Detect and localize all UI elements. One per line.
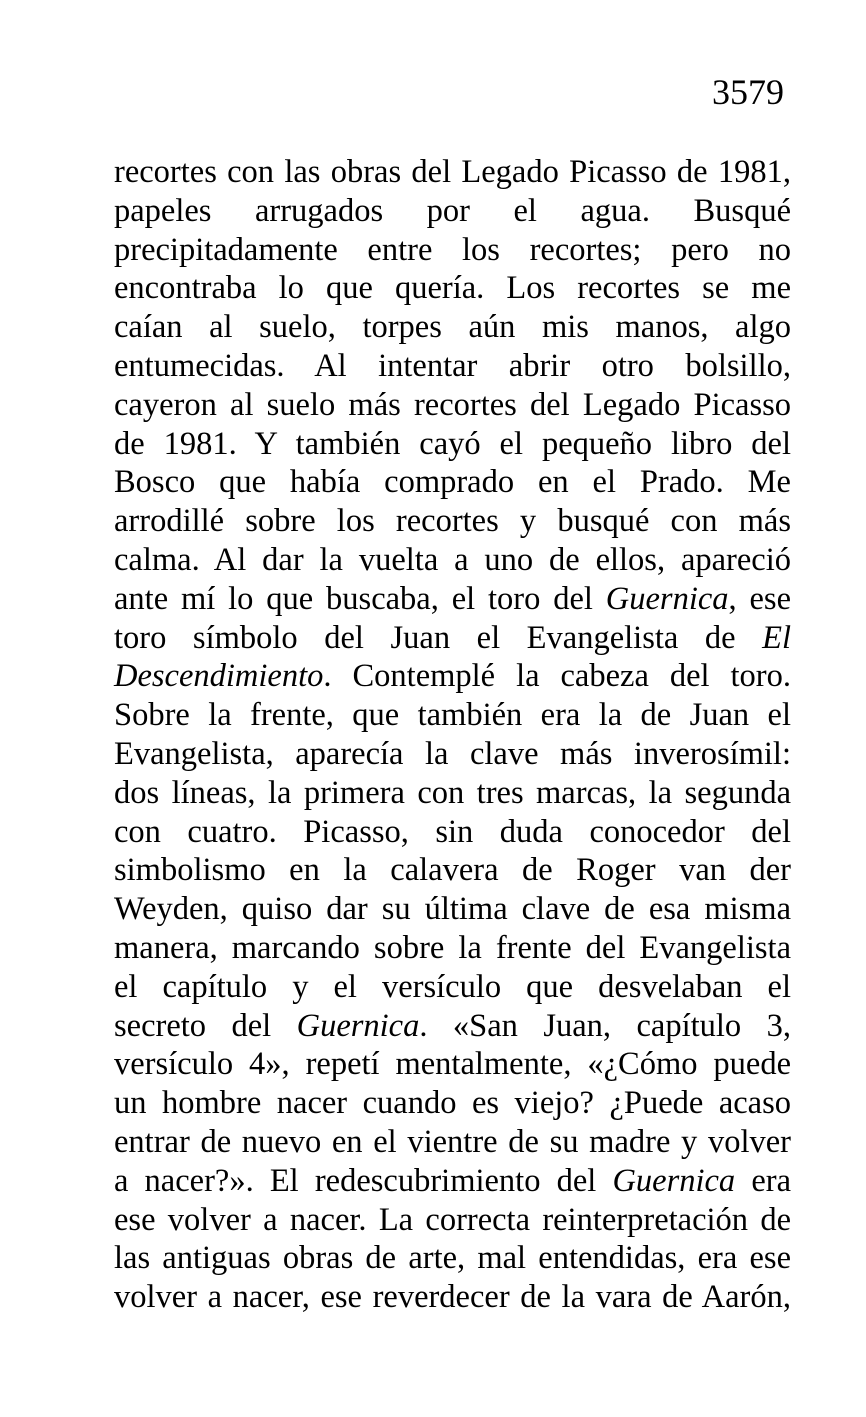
- text-line: [114, 1239, 791, 1278]
- italic-title-text: Descendimiento: [114, 658, 324, 695]
- body-text: el capítulo y el versículo que desvelaban el: [114, 968, 791, 1005]
- text-block: [114, 153, 791, 1317]
- body-text: cayeron al suelo más recortes del Legado Picasso: [114, 386, 791, 423]
- text-line: [114, 502, 791, 541]
- body-text: un hombre nacer cuando es viejo? ¿Puede acaso: [114, 1085, 791, 1122]
- text-line: [114, 1045, 791, 1084]
- body-text: , ese: [728, 580, 792, 617]
- body-text: las antiguas obras de arte, mal entendidas, era ese: [114, 1240, 791, 1277]
- body-text: a nacer?». El redescubrimiento del: [114, 1162, 613, 1199]
- body-text: manera, marcando sobre la frente del Evangelista: [114, 929, 791, 966]
- body-text: ante mí lo que buscaba, el toro del: [114, 580, 606, 617]
- body-text: entumecidas. Al intentar abrir otro bolsillo,: [114, 347, 791, 384]
- text-line: [114, 463, 791, 502]
- text-line: [114, 425, 791, 464]
- body-text: precipitadamente entre los recortes; pero no: [114, 231, 791, 268]
- text-line: [114, 153, 791, 192]
- body-text: versículo 4», repetí mentalmente, «¿Cómo puede: [114, 1046, 791, 1083]
- text-line: [114, 386, 791, 425]
- body-text: de 1981. Y también cayó el pequeño libro del: [114, 425, 791, 462]
- text-line: [114, 269, 791, 308]
- body-text: toro símbolo del Juan el Evangelista de: [114, 619, 763, 656]
- body-text: caían al suelo, torpes aún mis manos, algo: [114, 309, 791, 346]
- text-line: [114, 1201, 791, 1240]
- text-line: [114, 1162, 791, 1201]
- page-number: 3579: [712, 72, 784, 112]
- italic-title-text: Guernica: [605, 580, 729, 617]
- body-text: simbolismo en la calavera de Roger van der: [114, 852, 791, 889]
- text-line: [114, 813, 791, 852]
- italic-title-text: El: [762, 619, 791, 656]
- body-text: volver a nacer, ese reverdecer de la vara de Aarón,: [114, 1279, 791, 1316]
- body-text: calma. Al dar la vuelta a uno de ellos, apareció: [114, 541, 791, 578]
- text-line: [114, 696, 791, 735]
- body-text: recortes con las obras del Legado Picasso de 1981,: [114, 154, 791, 190]
- text-line: [114, 580, 791, 619]
- body-text: Evangelista, aparecía la clave más inverosímil:: [114, 735, 791, 772]
- text-line: [114, 657, 791, 696]
- body-text: entrar de nuevo en el vientre de su madre y volver: [114, 1123, 791, 1160]
- text-line: [114, 308, 791, 347]
- body-text: ese volver a nacer. La correcta reinterpretación de: [114, 1201, 791, 1238]
- italic-title-text: Guernica: [612, 1162, 736, 1199]
- italic-title-text: Guernica: [296, 1007, 420, 1044]
- body-text: dos líneas, la primera con tres marcas, la segunda: [114, 774, 791, 811]
- text-line: [114, 1278, 791, 1317]
- text-line: [114, 851, 791, 890]
- text-line: [114, 231, 791, 270]
- body-text: Sobre la frente, que también era la de Juan el: [114, 697, 791, 734]
- body-text: Bosco que había comprado en el Prado. Me: [114, 464, 791, 501]
- body-text: arrodillé sobre los recortes y busqué con más: [114, 503, 791, 540]
- text-line: [114, 347, 791, 386]
- text-line: [114, 1084, 791, 1123]
- body-text: . «San Juan, capítulo 3,: [419, 1007, 791, 1044]
- body-text: con cuatro. Picasso, sin duda conocedor del: [114, 813, 791, 850]
- text-line: [114, 774, 791, 813]
- text-line: [114, 929, 791, 968]
- body-text: . Contemplé la cabeza del toro.: [323, 658, 791, 695]
- text-line: [114, 541, 791, 580]
- body-text: secreto del: [114, 1007, 297, 1044]
- body-text: era: [735, 1162, 791, 1199]
- body-text: Weyden, quiso dar su última clave de esa misma: [114, 891, 791, 928]
- text-line: [114, 192, 791, 231]
- text-line: [114, 890, 791, 929]
- body-text: encontraba lo que quería. Los recortes se me: [114, 270, 791, 307]
- text-line: [114, 619, 791, 658]
- body-text: papeles arrugados por el agua. Busqué: [114, 192, 791, 229]
- text-line: [114, 968, 791, 1007]
- text-line: [114, 1007, 791, 1046]
- text-line: [114, 1123, 791, 1162]
- text-line: [114, 735, 791, 774]
